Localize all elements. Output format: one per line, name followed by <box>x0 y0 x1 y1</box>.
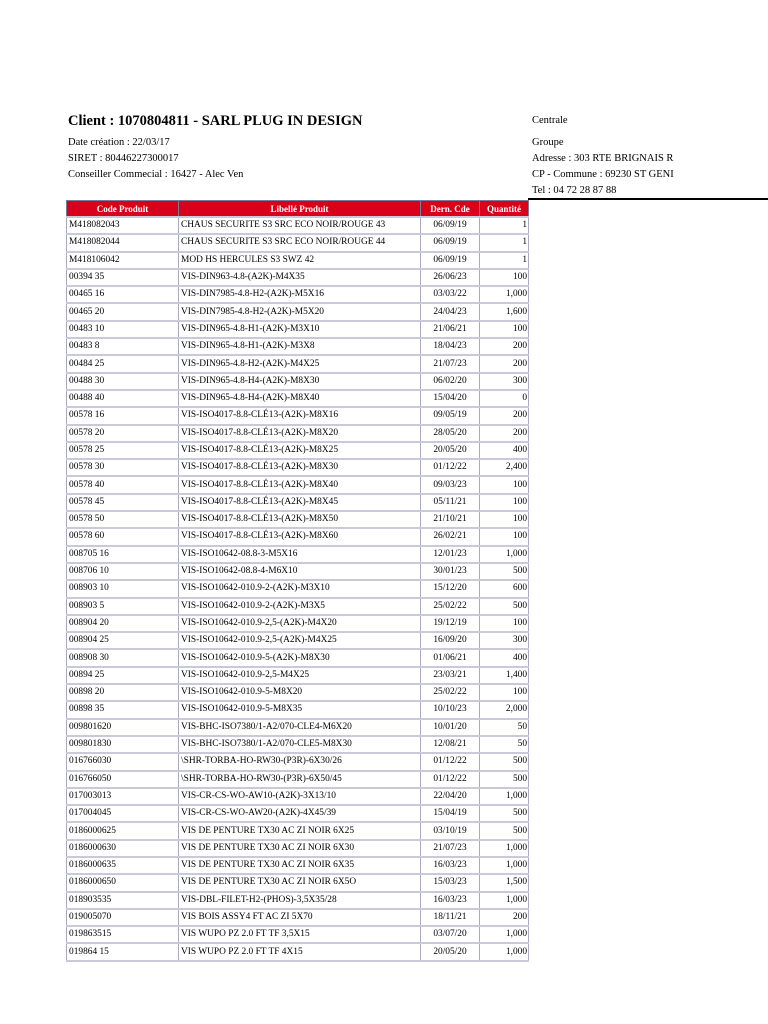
cell-date: 12/01/23 <box>421 546 480 563</box>
cell-label: VIS BOIS ASSY4 FT AC ZI 5X70 <box>179 909 421 926</box>
cell-label: VIS-CR-CS-WO-AW10-(A2K)-3X13/10 <box>179 788 421 805</box>
cp-commune: CP - Commune : 69230 ST GENI <box>532 169 674 180</box>
cell-code: 00578 45 <box>67 494 179 511</box>
cell-quantity: 1 <box>480 234 529 251</box>
cell-date: 16/03/23 <box>421 857 480 874</box>
cell-date: 23/03/21 <box>421 667 480 684</box>
cell-code: 00465 16 <box>67 286 179 303</box>
table-row <box>67 788 529 805</box>
cell-date: 09/05/19 <box>421 407 480 424</box>
groupe: Groupe <box>532 137 564 148</box>
cell-label: VIS-ISO10642-010.9-2,5-M4X25 <box>179 667 421 684</box>
cell-quantity: 300 <box>480 373 529 390</box>
cell-code: 017003013 <box>67 788 179 805</box>
cell-code: 00578 25 <box>67 442 179 459</box>
table-row <box>67 840 529 857</box>
cell-date: 10/01/20 <box>421 719 480 736</box>
cell-date: 06/09/19 <box>421 252 480 269</box>
cell-label: VIS-ISO4017-8.8-CLÉ13-(A2K)-M8X40 <box>179 476 421 493</box>
cell-quantity: 400 <box>480 649 529 666</box>
cell-label: VIS-ISO10642-010.9-2,5-(A2K)-M4X20 <box>179 615 421 632</box>
cell-label: MOD HS HERCULES S3 SWZ 42 <box>179 252 421 269</box>
cell-quantity: 400 <box>480 442 529 459</box>
cell-label: VIS-DIN965-4.8-H1-(A2K)-M3X10 <box>179 321 421 338</box>
conseiller-commercial: Conseiller Commecial : 16427 - Alec Ven <box>68 169 244 180</box>
cell-code: 008705 16 <box>67 546 179 563</box>
cell-date: 01/12/22 <box>421 459 480 476</box>
table-row <box>67 546 529 563</box>
cell-quantity: 1,400 <box>480 667 529 684</box>
header-code-produit: Code Produit <box>67 201 179 218</box>
cell-code: 00394 35 <box>67 269 179 286</box>
table-row <box>67 771 529 788</box>
cell-date: 01/12/22 <box>421 753 480 770</box>
cell-label: VIS-DBL-FILET-H2-(PHOS)-3,5X35/28 <box>179 892 421 909</box>
table-row <box>67 943 529 960</box>
cell-quantity: 500 <box>480 822 529 839</box>
cell-code: 0186000650 <box>67 874 179 891</box>
cell-label: VIS-ISO10642-010.9-2,5-(A2K)-M4X25 <box>179 632 421 649</box>
table-row <box>67 684 529 701</box>
cell-code: M418082043 <box>67 217 179 234</box>
table-row <box>67 355 529 372</box>
cell-label: VIS-DIN7985-4.8-H2-(A2K)-M5X16 <box>179 286 421 303</box>
cell-quantity: 300 <box>480 632 529 649</box>
cell-code: 00484 25 <box>67 355 179 372</box>
table-row <box>67 580 529 597</box>
telephone: Tel : 04 72 28 87 88 <box>532 185 617 196</box>
header-libelle-produit: Libellé Produit <box>179 201 421 218</box>
table-header-row <box>67 201 529 218</box>
table-row <box>67 874 529 891</box>
cell-date: 18/11/21 <box>421 909 480 926</box>
table-row <box>67 701 529 718</box>
table-row <box>67 476 529 493</box>
cell-quantity: 100 <box>480 511 529 528</box>
table-row <box>67 390 529 407</box>
cell-code: 008903 10 <box>67 580 179 597</box>
cell-quantity: 200 <box>480 355 529 372</box>
siret: SIRET : 80446227300017 <box>68 153 179 164</box>
cell-code: 00578 20 <box>67 425 179 442</box>
table-row <box>67 459 529 476</box>
cell-label: VIS-ISO10642-010.9-5-M8X20 <box>179 684 421 701</box>
cell-code: 0186000630 <box>67 840 179 857</box>
cell-label: VIS-ISO10642-010.9-5-M8X35 <box>179 701 421 718</box>
cell-label: VIS-ISO10642-010.9-5-(A2K)-M8X30 <box>179 649 421 666</box>
cell-code: 009801830 <box>67 736 179 753</box>
table-row <box>67 615 529 632</box>
table-row <box>67 407 529 424</box>
cell-date: 06/09/19 <box>421 234 480 251</box>
cell-label: \SHR-TORBA-HO-RW30-(P3R)-6X30/26 <box>179 753 421 770</box>
cell-date: 24/04/23 <box>421 303 480 320</box>
cell-label: VIS WUPO PZ 2.0 FT TF 3,5X15 <box>179 926 421 943</box>
table-row <box>67 649 529 666</box>
cell-quantity: 500 <box>480 563 529 580</box>
header-quantite: Quantité <box>480 201 529 218</box>
cell-code: M418082044 <box>67 234 179 251</box>
cell-date: 28/05/20 <box>421 425 480 442</box>
cell-code: 00898 20 <box>67 684 179 701</box>
table-row <box>67 563 529 580</box>
cell-date: 01/06/21 <box>421 649 480 666</box>
cell-quantity: 100 <box>480 321 529 338</box>
cell-quantity: 500 <box>480 753 529 770</box>
cell-code: 016766030 <box>67 753 179 770</box>
cell-date: 15/04/20 <box>421 390 480 407</box>
table-row <box>67 598 529 615</box>
cell-quantity: 600 <box>480 580 529 597</box>
cell-code: 008904 20 <box>67 615 179 632</box>
cell-label: VIS-DIN965-4.8-H4-(A2K)-M8X30 <box>179 373 421 390</box>
cell-date: 16/03/23 <box>421 892 480 909</box>
cell-date: 01/12/22 <box>421 771 480 788</box>
cell-code: 008706 10 <box>67 563 179 580</box>
cell-date: 26/02/21 <box>421 528 480 545</box>
cell-quantity: 1,000 <box>480 926 529 943</box>
cell-code: 00578 50 <box>67 511 179 528</box>
cell-label: VIS-ISO10642-010.9-2-(A2K)-M3X10 <box>179 580 421 597</box>
table-row <box>67 373 529 390</box>
table-row <box>67 217 529 234</box>
cell-label: VIS-ISO10642-010.9-2-(A2K)-M3X5 <box>179 598 421 615</box>
cell-quantity: 1,000 <box>480 840 529 857</box>
cell-label: VIS DE PENTURE TX30 AC ZI NOIR 6X5O <box>179 874 421 891</box>
cell-quantity: 100 <box>480 615 529 632</box>
cell-quantity: 200 <box>480 407 529 424</box>
table-row <box>67 252 529 269</box>
cell-quantity: 1,000 <box>480 943 529 960</box>
adresse: Adresse : 303 RTE BRIGNAIS R <box>532 153 674 164</box>
cell-date: 06/09/19 <box>421 217 480 234</box>
cell-quantity: 500 <box>480 805 529 822</box>
cell-code: 00894 25 <box>67 667 179 684</box>
date-creation: Date création : 22/03/17 <box>68 137 170 148</box>
cell-quantity: 200 <box>480 425 529 442</box>
cell-date: 16/09/20 <box>421 632 480 649</box>
cell-code: M418106042 <box>67 252 179 269</box>
cell-quantity: 100 <box>480 528 529 545</box>
cell-code: 00898 35 <box>67 701 179 718</box>
cell-quantity: 500 <box>480 598 529 615</box>
cell-date: 15/12/20 <box>421 580 480 597</box>
cell-quantity: 200 <box>480 338 529 355</box>
cell-label: VIS DE PENTURE TX30 AC ZI NOIR 6X35 <box>179 857 421 874</box>
cell-code: 019863515 <box>67 926 179 943</box>
cell-label: VIS-ISO10642-08.8-3-M5X16 <box>179 546 421 563</box>
cell-date: 10/10/23 <box>421 701 480 718</box>
cell-code: 0186000625 <box>67 822 179 839</box>
cell-label: VIS-ISO4017-8.8-CLÉ13-(A2K)-M8X50 <box>179 511 421 528</box>
table-row <box>67 719 529 736</box>
cell-date: 21/10/21 <box>421 511 480 528</box>
cell-quantity: 1,600 <box>480 303 529 320</box>
cell-quantity: 1 <box>480 217 529 234</box>
client-title: Client : 1070804811 - SARL PLUG IN DESIGN <box>68 113 363 129</box>
cell-label: VIS-CR-CS-WO-AW20-(A2K)-4X45/39 <box>179 805 421 822</box>
header-divider <box>528 198 768 200</box>
table-row <box>67 234 529 251</box>
cell-code: 009801620 <box>67 719 179 736</box>
cell-date: 15/03/23 <box>421 874 480 891</box>
cell-quantity: 100 <box>480 684 529 701</box>
table-row <box>67 632 529 649</box>
table-row <box>67 753 529 770</box>
cell-quantity: 1,000 <box>480 857 529 874</box>
cell-quantity: 500 <box>480 771 529 788</box>
table-row <box>67 269 529 286</box>
table-row <box>67 528 529 545</box>
cell-date: 15/04/19 <box>421 805 480 822</box>
cell-date: 03/03/22 <box>421 286 480 303</box>
cell-label: VIS-DIN7985-4.8-H2-(A2K)-M5X20 <box>179 303 421 320</box>
cell-label: VIS-DIN965-4.8-H2-(A2K)-M4X25 <box>179 355 421 372</box>
cell-code: 018903535 <box>67 892 179 909</box>
cell-label: VIS-DIN965-4.8-H4-(A2K)-M8X40 <box>179 390 421 407</box>
cell-quantity: 1,000 <box>480 788 529 805</box>
table-row <box>67 892 529 909</box>
cell-code: 00578 60 <box>67 528 179 545</box>
cell-date: 03/10/19 <box>421 822 480 839</box>
cell-label: VIS-ISO4017-8.8-CLÉ13-(A2K)-M8X60 <box>179 528 421 545</box>
cell-code: 019864 15 <box>67 943 179 960</box>
cell-quantity: 100 <box>480 494 529 511</box>
table-row <box>67 511 529 528</box>
cell-quantity: 1 <box>480 252 529 269</box>
cell-code: 008904 25 <box>67 632 179 649</box>
cell-date: 18/04/23 <box>421 338 480 355</box>
cell-date: 30/01/23 <box>421 563 480 580</box>
table-row <box>67 926 529 943</box>
cell-code: 017004045 <box>67 805 179 822</box>
cell-date: 05/11/21 <box>421 494 480 511</box>
cell-code: 00488 30 <box>67 373 179 390</box>
cell-code: 008903 5 <box>67 598 179 615</box>
table-row <box>67 736 529 753</box>
table-row <box>67 494 529 511</box>
client-header <box>68 112 508 183</box>
cell-label: VIS-ISO4017-8.8-CLÉ13-(A2K)-M8X25 <box>179 442 421 459</box>
cell-code: 008908 30 <box>67 649 179 666</box>
cell-label: VIS DE PENTURE TX30 AC ZI NOIR 6X30 <box>179 840 421 857</box>
cell-quantity: 1,500 <box>480 874 529 891</box>
table-row <box>67 338 529 355</box>
table-row <box>67 822 529 839</box>
client-address-block <box>532 113 768 199</box>
cell-date: 09/03/23 <box>421 476 480 493</box>
cell-date: 21/07/23 <box>421 840 480 857</box>
cell-date: 26/06/23 <box>421 269 480 286</box>
cell-label: CHAUS SECURITE S3 SRC ECO NOIR/ROUGE 43 <box>179 217 421 234</box>
products-table <box>66 200 529 962</box>
cell-date: 25/02/22 <box>421 598 480 615</box>
cell-code: 016766050 <box>67 771 179 788</box>
table-row <box>67 442 529 459</box>
cell-label: VIS-ISO4017-8.8-CLÉ13-(A2K)-M8X30 <box>179 459 421 476</box>
cell-code: 00483 8 <box>67 338 179 355</box>
table-row <box>67 909 529 926</box>
table-row <box>67 857 529 874</box>
cell-code: 00578 30 <box>67 459 179 476</box>
cell-quantity: 1,000 <box>480 286 529 303</box>
cell-code: 00483 10 <box>67 321 179 338</box>
cell-label: VIS WUPO PZ 2.0 FT TF 4X15 <box>179 943 421 960</box>
cell-code: 00578 40 <box>67 476 179 493</box>
cell-quantity: 0 <box>480 390 529 407</box>
cell-quantity: 50 <box>480 719 529 736</box>
cell-code: 00488 40 <box>67 390 179 407</box>
cell-code: 00465 20 <box>67 303 179 320</box>
cell-quantity: 1,000 <box>480 892 529 909</box>
cell-label: VIS-BHC-ISO7380/1-A2/070-CLE4-M6X20 <box>179 719 421 736</box>
cell-label: VIS-ISO10642-08.8-4-M6X10 <box>179 563 421 580</box>
cell-code: 019005070 <box>67 909 179 926</box>
table-row <box>67 667 529 684</box>
cell-code: 0186000635 <box>67 857 179 874</box>
cell-label: VIS DE PENTURE TX30 AC ZI NOIR 6X25 <box>179 822 421 839</box>
cell-quantity: 100 <box>480 269 529 286</box>
table-row <box>67 286 529 303</box>
cell-quantity: 1,000 <box>480 546 529 563</box>
cell-date: 06/02/20 <box>421 373 480 390</box>
cell-code: 00578 16 <box>67 407 179 424</box>
cell-quantity: 50 <box>480 736 529 753</box>
cell-label: VIS-DIN963-4.8-(A2K)-M4X35 <box>179 269 421 286</box>
cell-label: VIS-ISO4017-8.8-CLÉ13-(A2K)-M8X16 <box>179 407 421 424</box>
cell-label: VIS-ISO4017-8.8-CLÉ13-(A2K)-M8X45 <box>179 494 421 511</box>
table-row <box>67 805 529 822</box>
cell-label: VIS-ISO4017-8.8-CLÉ13-(A2K)-M8X20 <box>179 425 421 442</box>
cell-date: 25/02/22 <box>421 684 480 701</box>
cell-date: 12/08/21 <box>421 736 480 753</box>
cell-date: 19/12/19 <box>421 615 480 632</box>
table-row <box>67 303 529 320</box>
cell-quantity: 2,400 <box>480 459 529 476</box>
table-row <box>67 425 529 442</box>
cell-label: CHAUS SECURITE S3 SRC ECO NOIR/ROUGE 44 <box>179 234 421 251</box>
cell-quantity: 2,000 <box>480 701 529 718</box>
header-dern-cde: Dern. Cde <box>421 201 480 218</box>
cell-date: 03/07/20 <box>421 926 480 943</box>
cell-label: VIS-BHC-ISO7380/1-A2/070-CLE5-M8X30 <box>179 736 421 753</box>
centrale: Centrale <box>532 115 568 126</box>
cell-quantity: 200 <box>480 909 529 926</box>
cell-date: 20/05/20 <box>421 442 480 459</box>
cell-date: 22/04/20 <box>421 788 480 805</box>
cell-date: 20/05/20 <box>421 943 480 960</box>
cell-label: \SHR-TORBA-HO-RW30-(P3R)-6X50/45 <box>179 771 421 788</box>
cell-date: 21/07/23 <box>421 355 480 372</box>
cell-quantity: 100 <box>480 476 529 493</box>
table-row <box>67 321 529 338</box>
cell-date: 21/06/21 <box>421 321 480 338</box>
cell-label: VIS-DIN965-4.8-H1-(A2K)-M3X8 <box>179 338 421 355</box>
